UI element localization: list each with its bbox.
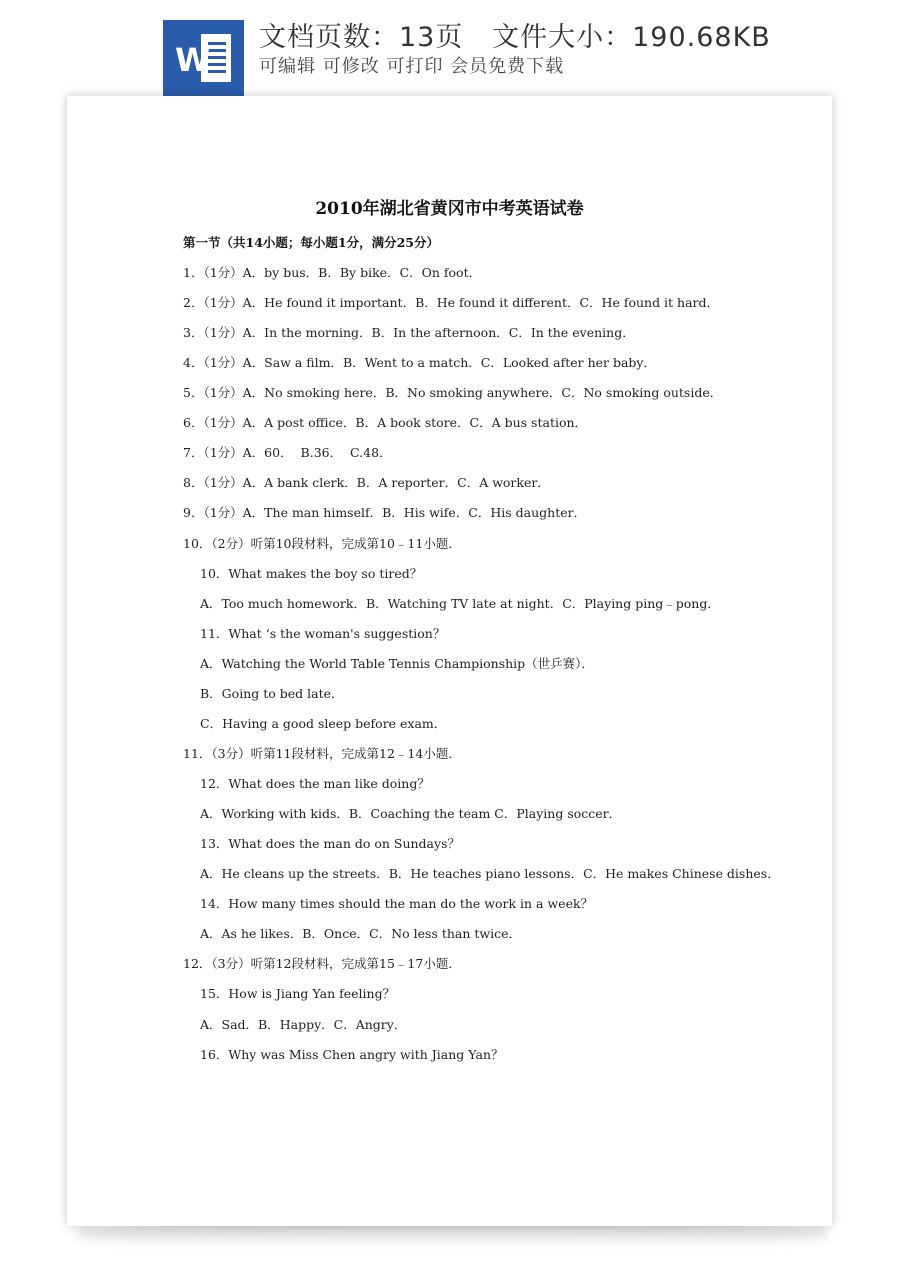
question-line: A．Working with kids．B．Coaching the team C．Playing soccer． — [200, 806, 622, 822]
question-line: 16．Why was Miss Chen angry with Jiang Yan？ — [200, 1046, 504, 1062]
file-info-text: 文档页数：13页 文件大小：190.68KB — [259, 22, 771, 53]
question-line: 15．How is Jiang Yan feeling？ — [200, 986, 396, 1002]
word-icon-letter: W — [175, 41, 211, 79]
question-line: 9．（1分）A．The man himself．B．His wife．C．His daughter． — [183, 505, 587, 521]
question-line: 10．What makes the boy so tired？ — [200, 565, 423, 581]
question-line: 10．（2分）听第10段材料，完成第10﹣11小题． — [183, 535, 461, 551]
question-line: B．Going to bed late． — [200, 685, 344, 701]
document-page — [67, 96, 832, 1226]
features-text: 可编辑 可修改 可打印 会员免费下载 — [259, 56, 565, 77]
question-line: 5．（1分）A．No smoking here．B．No smoking anywhere．C．No smoking outside． — [183, 385, 723, 401]
question-line: 3．（1分）A．In the morning．B．In the afternoon．C．In the evening． — [183, 325, 635, 341]
question-line: 13．What does the man do on Sundays？ — [200, 836, 460, 852]
section-heading: 第一节（共14小题；每小题1分，满分25分） — [183, 235, 439, 250]
question-line: 14．How many times should the man do the work in a week？ — [200, 896, 594, 912]
question-line: 7．（1分）A．60． B.36． C.48． — [183, 445, 392, 461]
question-line: 6．（1分）A．A post office．B．A book store．C．A bus station． — [183, 415, 588, 431]
download-banner — [0, 0, 900, 96]
question-line: 2．（1分）A．He found it important．B．He found it different．C．He found it hard． — [183, 295, 720, 311]
question-line: 12．What does the man like doing？ — [200, 776, 430, 792]
document-title: 2010年湖北省黄冈市中考英语试卷 — [315, 199, 584, 219]
question-line: 11．（3分）听第11段材料，完成第12﹣14小题． — [183, 745, 461, 761]
question-line: A．Too much homework．B．Watching TV late at night．C．Playing ping﹣pong． — [200, 595, 720, 611]
word-document-icon — [163, 20, 244, 96]
question-line: 8．（1分）A．A bank clerk．B．A reporter．C．A worker． — [183, 475, 550, 491]
question-line: A．Sad．B．Happy．C．Angry． — [200, 1016, 407, 1032]
question-line: A．Watching the World Table Tennis Championship（世乒赛）． — [200, 655, 594, 671]
question-line: A．He cleans up the streets．B．He teaches piano lessons．C．He makes Chinese dishes． — [200, 866, 780, 882]
question-line: 4．（1分）A．Saw a film．B．Went to a match．C．Looked after her baby． — [183, 355, 656, 371]
question-line: A．As he likes．B．Once．C．No less than twice． — [200, 926, 521, 942]
question-line: 12．（3分）听第12段材料，完成第15﹣17小题． — [183, 956, 461, 972]
question-line: 1．（1分）A．by bus．B．By bike．C．On foot． — [183, 265, 482, 280]
question-line: 11．What ‘s the woman's suggestion？ — [200, 625, 446, 641]
question-line: C．Having a good sleep before exam． — [200, 715, 447, 731]
